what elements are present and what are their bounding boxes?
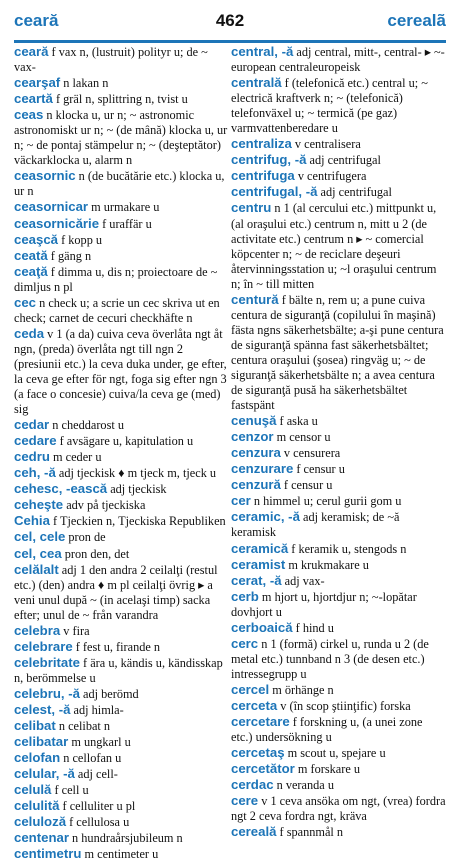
entry-headword: centură xyxy=(231,291,279,307)
entry-definition: n check u; a scrie un cec skriva ut en check; carnet de cecuri checkhäfte n xyxy=(14,295,220,325)
entry-headword: ceasornicărie xyxy=(14,215,100,231)
entry-headword: celofan xyxy=(14,750,61,766)
dictionary-entry xyxy=(14,734,229,750)
entry-headword: centenar xyxy=(14,830,69,846)
entry-definition: adj tjeckisk xyxy=(107,482,167,497)
entry-definition: f celluliter u pl xyxy=(59,799,136,814)
dictionary-entry xyxy=(14,814,229,830)
entry-definition: f (telefonică etc.) central u; ~ electrică kraftverk n; ~ (telefonică) telefonväxel u; ~ termică (pe gaz) varmvattenberedare u xyxy=(231,76,428,136)
entry-headword: cercel xyxy=(231,681,270,697)
dictionary-entry xyxy=(231,461,446,477)
entry-definition: m ceder u xyxy=(49,450,102,465)
entry-definition: n hundraårsjubileum n xyxy=(68,831,183,846)
dictionary-entry xyxy=(231,824,446,840)
entry-headword: centimetru xyxy=(14,846,82,862)
entry-headword: cercetător xyxy=(231,761,295,777)
entry-definition: adj 1 den andra 2 ceilalţi (restul etc.) (den) andra ♦ m pl ceilalţi övrig ▸ a veni unul după ~ (in acelaşi timp) sacka efter; unul de ~ från varandra xyxy=(14,562,218,622)
entry-definition: adj himla- xyxy=(70,702,124,717)
entry-definition: m centimeter u xyxy=(81,847,159,862)
dictionary-entry xyxy=(231,509,446,540)
entry-definition: f spannmål n xyxy=(276,825,344,840)
dictionary-entry xyxy=(14,639,229,655)
dictionary-entry xyxy=(14,782,229,798)
dictionary-entry xyxy=(231,557,446,573)
dictionary-entry xyxy=(14,168,229,199)
entry-definition: v fira xyxy=(60,623,90,638)
entry-headword: cerc xyxy=(231,635,259,651)
entry-headword: ceartă xyxy=(14,91,53,107)
dictionary-entry xyxy=(14,465,229,481)
entry-definition: m urmakare u xyxy=(88,200,160,215)
entry-headword: cenzor xyxy=(231,429,274,445)
entry-definition: f vax n, (lustruit) polityr u; de ~ vax- xyxy=(14,45,208,75)
dictionary-entry xyxy=(14,513,229,529)
entry-headword: cel, cele xyxy=(14,529,66,545)
entry-headword: ceaţă xyxy=(14,263,48,279)
dictionary-entry xyxy=(14,546,229,562)
dictionary-entry xyxy=(14,216,229,232)
dictionary-entry xyxy=(14,718,229,734)
entry-headword: cel, cea xyxy=(14,545,62,561)
left-column xyxy=(14,44,229,862)
entry-definition: f censur u xyxy=(280,478,333,493)
entry-definition: v centralisera xyxy=(291,137,361,152)
entry-definition: v (în scop ştiinţific) forska xyxy=(277,698,411,713)
entry-headword: centrifugal, -ă xyxy=(231,184,318,200)
dictionary-entry xyxy=(231,541,446,557)
dictionary-entry xyxy=(231,75,446,136)
dictionary-entry xyxy=(231,445,446,461)
dictionary-entry xyxy=(231,168,446,184)
entry-headword: cerceta xyxy=(231,697,278,713)
entry-headword: celibatar xyxy=(14,734,69,750)
entry-headword: ceară xyxy=(14,44,49,59)
dictionary-entry xyxy=(14,655,229,686)
entry-definition: f cellulosa u xyxy=(66,815,130,830)
dictionary-entry xyxy=(231,745,446,761)
entry-definition: f forskning u, (a unei zone etc.) undersökning u xyxy=(231,715,423,745)
entry-headword: ceaşcă xyxy=(14,231,59,247)
dictionary-entry xyxy=(14,75,229,91)
entry-definition: adj berömd xyxy=(79,686,139,701)
entry-headword: cer xyxy=(231,493,251,509)
entry-definition: f bälte n, rem u; a pune cuiva centura de siguranţă (copilului în maşină) fästa ngns säkerhetsbälte; a-şi pune centura de siguranţă spänna fast säkerhetsbältet; centura oraşului (şosea) ringväg u; ~ de siguranţă säkerhetsbälte n; a avea centura de siguranţă pusă ha säkerhetsbältet fastspänt xyxy=(231,292,444,413)
dictionary-entry xyxy=(231,429,446,445)
entry-definition: v centrifugera xyxy=(294,169,367,184)
dictionary-entry xyxy=(14,417,229,433)
dictionary-entry xyxy=(14,449,229,465)
entry-headword: cehesc, -ească xyxy=(14,481,108,497)
dictionary-entry xyxy=(231,589,446,620)
entry-headword: ceheşte xyxy=(14,497,64,513)
entry-headword: celulită xyxy=(14,798,60,814)
entry-definition: f aska u xyxy=(276,414,318,429)
entry-headword: ceasornicar xyxy=(14,199,89,215)
entry-definition: f kopp u xyxy=(58,232,103,247)
entry-definition: n cheddarost u xyxy=(49,418,124,433)
dictionary-entry xyxy=(231,292,446,413)
entry-headword: ceată xyxy=(14,247,48,263)
entry-headword: cenzura xyxy=(231,445,281,461)
dictionary-entry xyxy=(14,326,229,417)
dictionary-entry xyxy=(231,44,446,75)
dictionary-entry xyxy=(14,497,229,513)
dictionary-entry xyxy=(231,573,446,589)
entry-headword: cenzură xyxy=(231,477,281,493)
entry-definition: n lakan n xyxy=(60,76,109,91)
entry-definition: f Tjeckien n, Tjeckiska Republiken xyxy=(49,514,226,529)
entry-headword: celulă xyxy=(14,782,52,798)
entry-definition: v 1 (a da) cuiva ceva överlåta ngt åt ngn, (preda) överlåta ngt till ngn 2 (presiunii etc.) la ceva duka under, ge efter, la ceva ge efter för ngt, foga sig efter ngn 3 (a face o concesie) cuiva/la ceva ge (med) sig xyxy=(14,326,227,417)
entry-headword: cedru xyxy=(14,449,50,465)
entry-definition: f hind u xyxy=(292,620,334,635)
entry-headword: cearşaf xyxy=(14,75,61,91)
entry-definition: m censor u xyxy=(273,430,331,445)
entry-headword: cercetare xyxy=(231,714,290,730)
entry-headword: celălalt xyxy=(14,561,59,577)
entry-definition: m örhänge n xyxy=(269,682,334,697)
entry-headword: centraliza xyxy=(231,136,292,152)
entry-headword: celebritate xyxy=(14,654,80,670)
entry-headword: Cehia xyxy=(14,513,50,529)
entry-definition: adj centrifugal xyxy=(306,153,381,168)
entry-headword: ceh, -ă xyxy=(14,465,56,481)
entry-definition: adv på tjeckiska xyxy=(63,498,146,513)
dictionary-entry xyxy=(231,793,446,824)
entry-definition: v 1 ceva ansöka om ngt, (vrea) fordra ngt 2 ceva fordra ngt, kräva xyxy=(231,794,446,824)
dictionary-entry xyxy=(231,636,446,682)
dictionary-entry xyxy=(231,493,446,509)
dictionary-entry xyxy=(231,477,446,493)
entry-headword: ceda xyxy=(14,325,45,341)
entry-definition: n 1 (al cercului etc.) mittpunkt u, (al oraşului etc.) centrum n, mitt u 2 (de activitate etc.) centrum n ▸ ~ comercial köpcenter n; ~ de reciclare deşeuri återvinningsstation u; ~l oraşului centrum n; în ~ till mitten xyxy=(231,201,437,291)
dictionary-entry xyxy=(14,766,229,782)
dictionary-entry xyxy=(14,481,229,497)
entry-headword: ceasornic xyxy=(14,168,76,184)
dictionary-entry xyxy=(231,761,446,777)
entry-headword: centrală xyxy=(231,75,282,91)
entry-definition: pron de xyxy=(65,530,106,545)
entry-definition: f ära u, kändis u, kändisskap n, berömmelse u xyxy=(14,655,223,685)
entry-definition: v censurera xyxy=(280,446,341,461)
entry-definition: f urаffär u xyxy=(99,216,152,231)
dictionary-entry xyxy=(14,107,229,168)
dictionary-entry xyxy=(14,798,229,814)
entry-headword: cerboaică xyxy=(231,619,293,635)
entry-definition: n veranda u xyxy=(273,778,334,793)
entry-headword: cerdac xyxy=(231,777,274,793)
entry-headword: celuloză xyxy=(14,814,67,830)
right-guide-word: cerealã xyxy=(387,11,446,30)
entry-definition: m scout u, spejare u xyxy=(284,746,386,761)
entry-definition: n klocka u, ur n; ~ astronomic astronomiskt ur n; ~ (de mână) klocka u, ur n; ~ de pontaj stämpelur n; ~ (deşteptător) väckarklocka u, alarm n xyxy=(14,108,228,168)
entry-definition: n cellofan u xyxy=(60,751,122,766)
page-number: 462 xyxy=(215,11,245,30)
entry-definition: f keramik u, stengods n xyxy=(288,541,407,556)
dictionary-entry xyxy=(14,750,229,766)
dictionary-entry xyxy=(231,184,446,200)
dictionary-entry xyxy=(231,136,446,152)
page-header xyxy=(14,10,446,43)
entry-definition: adj centrifugal xyxy=(317,185,392,200)
dictionary-entry xyxy=(231,682,446,698)
entry-headword: celibat xyxy=(14,718,56,734)
entry-headword: cedar xyxy=(14,417,50,433)
entry-headword: celebru, -ă xyxy=(14,685,80,701)
dictionary-entry xyxy=(231,698,446,714)
dictionary-entry xyxy=(14,264,229,295)
entry-definition: f fest u, firande n xyxy=(72,639,161,654)
entry-headword: cec xyxy=(14,294,37,310)
entry-headword: ceramist xyxy=(231,556,286,572)
entry-headword: cerb xyxy=(231,588,259,604)
dictionary-entry xyxy=(14,562,229,623)
entry-headword: cedare xyxy=(14,433,57,449)
dictionary-entry xyxy=(14,830,229,846)
entry-headword: ceramic, -ă xyxy=(231,509,300,525)
entry-definition: adj cell- xyxy=(74,767,118,782)
entry-definition: m hjort u, hjortdjur n; ~-lopătar dovhjort u xyxy=(231,589,417,619)
entry-headword: centrifug, -ă xyxy=(231,152,307,168)
entry-headword: cercetaş xyxy=(231,745,285,761)
dictionary-entry xyxy=(14,232,229,248)
dictionary-entry xyxy=(14,433,229,449)
entry-definition: adj vax- xyxy=(281,573,325,588)
entry-definition: m ungkarl u xyxy=(68,735,131,750)
entry-definition: pron den, det xyxy=(61,546,130,561)
dictionary-entry xyxy=(14,702,229,718)
entry-definition: n celibat n xyxy=(55,719,111,734)
entry-definition: m krukmakare u xyxy=(285,557,369,572)
entry-definition: f gäng n xyxy=(47,248,92,263)
dictionary-entry xyxy=(231,714,446,745)
entry-definition: adj tjeckisk ♦ m tjeck m, tjeck u xyxy=(55,466,217,481)
dictionary-entry xyxy=(14,623,229,639)
entry-definition: n 1 (formă) cirkel u, runda u 2 (de metal etc.) tunnband n 3 (de desen etc.) intressegrupp u xyxy=(231,636,429,681)
dictionary-entry xyxy=(231,620,446,636)
entry-headword: centru xyxy=(231,200,272,216)
entry-headword: cerat, -ă xyxy=(231,572,282,588)
dictionary-entry xyxy=(231,200,446,291)
dictionary-entry xyxy=(14,846,229,862)
entry-headword: celest, -ă xyxy=(14,701,71,717)
dictionary-entry xyxy=(231,413,446,429)
dictionary-entry xyxy=(14,686,229,702)
entry-definition: f cell u xyxy=(51,783,89,798)
dictionary-entry xyxy=(14,91,229,107)
entry-definition: f avsägare u, kapitulation u xyxy=(56,434,194,449)
entry-headword: celebrare xyxy=(14,638,73,654)
right-column xyxy=(231,44,446,840)
entry-headword: ceramică xyxy=(231,540,289,556)
entry-definition: n (de bucătărie etc.) klocka u, ur n xyxy=(14,169,225,199)
dictionary-entry xyxy=(231,152,446,168)
entry-definition: adj central, mitt-, central- ▸ ~-european centraleuropeisk xyxy=(231,45,445,75)
entry-headword: cereală xyxy=(231,824,277,840)
dictionary-entry xyxy=(14,44,229,75)
entry-headword: celular, -ă xyxy=(14,766,75,782)
entry-definition: n himmel u; cerul gurii gom u xyxy=(250,494,402,509)
entry-headword: centrifuga xyxy=(231,168,295,184)
dictionary-entry xyxy=(14,295,229,326)
entry-headword: ceas xyxy=(14,107,44,123)
entry-definition: f censur u xyxy=(293,462,345,477)
entry-definition: adj keramisk; de ~ă keramisk xyxy=(231,510,400,540)
entry-headword: cenzurare xyxy=(231,461,294,477)
entry-definition: f gräl n, splittring n, tvist u xyxy=(52,92,188,107)
entry-headword: central, -ă xyxy=(231,44,294,59)
entry-headword: celebra xyxy=(14,622,61,638)
entry-headword: cere xyxy=(231,793,259,809)
dictionary-entry xyxy=(14,199,229,215)
left-guide-word: ceară xyxy=(14,11,59,30)
entry-definition: f dimma u, dis n; proiectoare de ~ dimljus n pl xyxy=(14,264,218,294)
entry-definition: m forskare u xyxy=(294,762,361,777)
dictionary-entry xyxy=(231,777,446,793)
dictionary-entry xyxy=(14,529,229,545)
entry-headword: cenuşă xyxy=(231,413,277,429)
dictionary-entry xyxy=(14,248,229,264)
